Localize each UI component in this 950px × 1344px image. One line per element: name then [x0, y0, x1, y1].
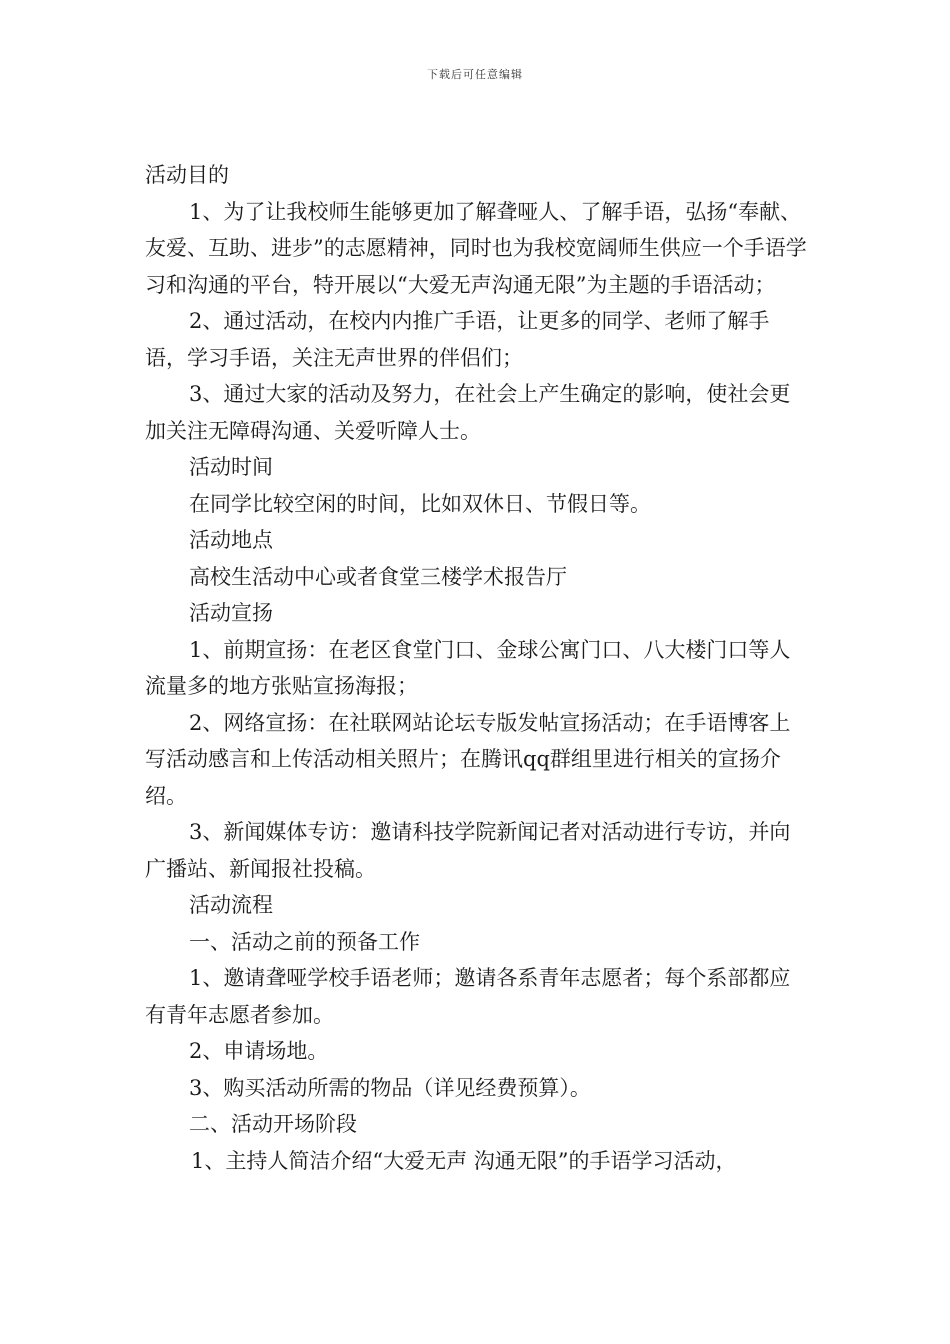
promotion-item-3: 3、新闻媒体专访：邀请科技学院新闻记者对活动进行专访，并向广播站、新闻报社投稿。 [145, 820, 791, 881]
purpose-item-3: 3、通过大家的活动及努力，在社会上产生确定的影响，使社会更加关注无障碍沟通、关爱听障人士。 [145, 382, 791, 443]
heading-location: 活动地点 [189, 528, 273, 552]
time-text: 在同学比较空闲的时间，比如双休日、节假日等。 [189, 491, 651, 516]
purpose-item-1: 1、为了让我校师生能够更加了解聋哑人、了解手语，弘扬“奉献、友爱、互助、进步”的志愿精神，同时也为我校宽阔师生供应一个手语学习和沟通的平台，特开展以“大爱无声沟通无限”为主题的手语活动； [145, 199, 807, 297]
process-item-3: 3、购买活动所需的物品（详见经费预算）。 [189, 1075, 591, 1100]
page-header: 下载后可任意编辑 [427, 68, 523, 81]
process-item-2: 2、申请场地。 [189, 1039, 329, 1063]
location-text: 高校生活动中心或者食堂三楼学术报告厅 [189, 564, 567, 589]
process-section-2-item-1: 1、主持人简洁介绍“大爱无声 沟通无限”的手语学习活动， [191, 1148, 737, 1173]
document-body [145, 157, 807, 1179]
promotion-item-2: 2、网络宣扬：在社联网站论坛专版发帖宣扬活动；在手语博客上写活动感言和上传活动相关照片；在腾讯qq群组里进行相关的宣扬介绍。 [145, 710, 791, 808]
heading-process: 活动流程 [189, 893, 273, 917]
process-section-1: 一、活动之前的预备工作 [189, 929, 420, 954]
heading-purpose: 活动目的 [145, 163, 229, 187]
heading-time: 活动时间 [189, 455, 273, 479]
heading-promotion: 活动宣扬 [189, 601, 273, 625]
purpose-item-2: 2、通过活动，在校内内推广手语，让更多的同学、老师了解手语，学习手语，关注无声世界的伴侣们； [145, 309, 770, 370]
process-item-1: 1、邀请聋哑学校手语老师；邀请各系青年志愿者；每个系部都应有青年志愿者参加。 [145, 966, 791, 1027]
promotion-item-1: 1、前期宣扬：在老区食堂门口、金球公寓门口、八大楼门口等人流量多的地方张贴宣扬海报； [145, 637, 791, 698]
process-section-2: 二、活动开场阶段 [189, 1112, 357, 1136]
